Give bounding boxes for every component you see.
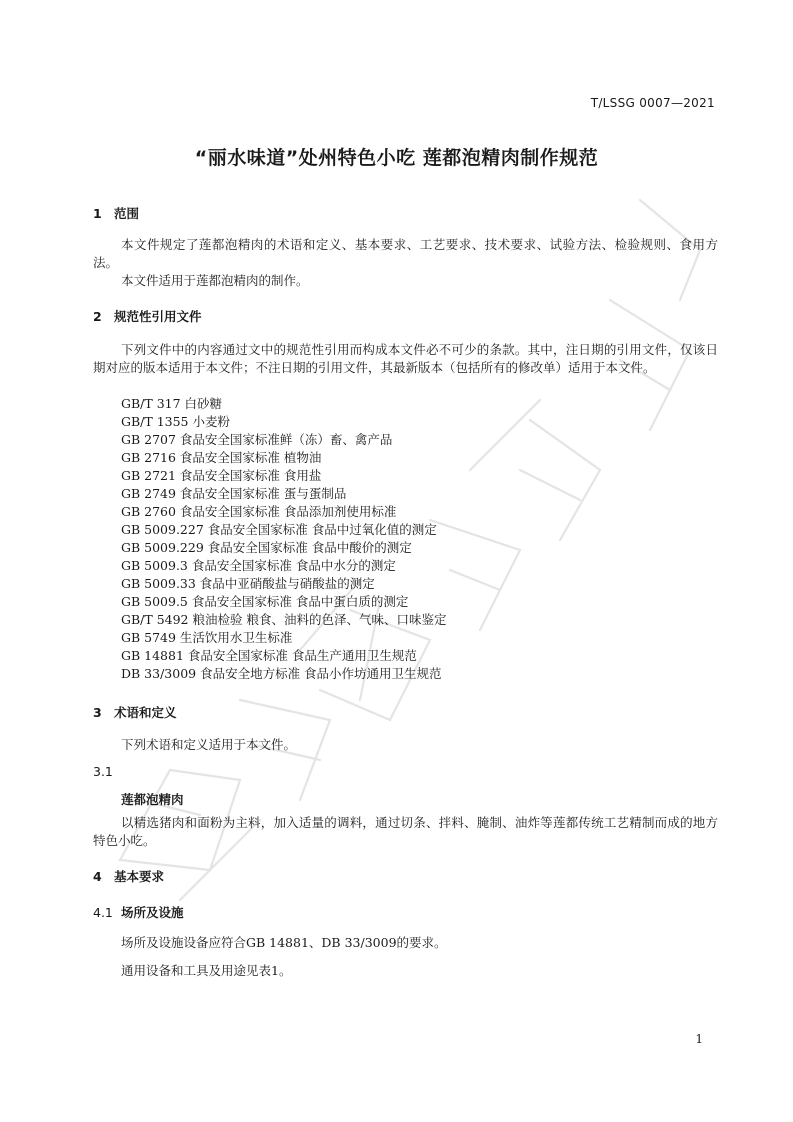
- section-number: 4: [93, 869, 102, 884]
- document-code: T/LSSG 0007—2021: [590, 96, 715, 110]
- section-3-heading: [93, 703, 177, 721]
- reference-item: GB 5009.5 食品安全国家标准 食品中蛋白质的测定: [121, 594, 409, 609]
- page-number: 1: [695, 1032, 703, 1046]
- reference-item: GB/T 317 白砂糖: [121, 396, 223, 411]
- subsection-4-1-heading: [93, 903, 184, 921]
- section-title: 术语和定义: [114, 705, 177, 720]
- reference-item: GB 14881 食品安全国家标准 食品生产通用卫生规范: [121, 648, 417, 663]
- reference-item: GB/T 5492 粮油检验 粮食、油料的色泽、气味、口味鉴定: [121, 612, 447, 627]
- term-definition: 以精选猪肉和面粉为主料，加入适量的调料，通过切条、拌料、腌制、油炸等莲都传统工艺精制而成的地方特色小吃。: [93, 815, 718, 848]
- section-1-paragraph-1: 本文件规定了莲都泡精肉的术语和定义、基本要求、工艺要求、技术要求、试验方法、检验规则、食用方法。: [93, 237, 718, 270]
- section-number: 3: [93, 705, 102, 720]
- section-3-intro: 下列术语和定义适用于本文件。: [121, 737, 297, 752]
- section-number: 1: [93, 206, 102, 221]
- reference-item: GB 2721 食品安全国家标准 食用盐: [121, 468, 322, 483]
- subsection-4-1-paragraph-2: 通用设备和工具及用途见表1。: [121, 963, 292, 978]
- reference-item: GB 5009.229 食品安全国家标准 食品中酸价的测定: [121, 540, 412, 555]
- section-1-heading: [93, 204, 139, 222]
- reference-item: GB 2760 食品安全国家标准 食品添加剂使用标准: [121, 504, 397, 519]
- term-number: 3.1: [93, 764, 113, 779]
- section-title: 范围: [114, 206, 140, 221]
- reference-item: GB/T 1355 小麦粉: [121, 414, 230, 429]
- document-title: “丽水味道”处州特色小吃 莲都泡精肉制作规范: [194, 147, 599, 169]
- reference-item: GB 2716 食品安全国家标准 植物油: [121, 450, 322, 465]
- term-name: 莲都泡精肉: [121, 792, 184, 807]
- reference-item: DB 33/3009 食品安全地方标准 食品小作坊通用卫生规范: [121, 666, 442, 681]
- section-4-heading: [93, 867, 164, 885]
- reference-item: GB 5009.33 食品中亚硝酸盐与硝酸盐的测定: [121, 576, 375, 591]
- section-1-paragraph-2: 本文件适用于莲都泡精肉的制作。: [121, 273, 309, 288]
- subsection-number: 4.1: [93, 905, 113, 920]
- section-title: 规范性引用文件: [114, 309, 202, 324]
- reference-item: GB 5009.227 食品安全国家标准 食品中过氧化值的测定: [121, 522, 437, 537]
- section-2-intro: 下列文件中的内容通过文中的规范性引用而构成本文件必不可少的条款。其中，注日期的引用文件，仅该日期对应的版本适用于本文件；不注日期的引用文件，其最新版本（包括所有的修改单）适用于本文件。: [93, 342, 718, 375]
- reference-item: GB 2749 食品安全国家标准 蛋与蛋制品: [121, 486, 347, 501]
- section-number: 2: [93, 309, 102, 324]
- section-2-heading: [93, 307, 202, 325]
- section-title: 基本要求: [114, 869, 165, 884]
- subsection-title: 场所及设施: [121, 905, 184, 920]
- reference-item: GB 2707 食品安全国家标准鲜（冻）畜、禽产品: [121, 432, 393, 447]
- subsection-4-1-paragraph-1: 场所及设施设备应符合GB 14881、DB 33/3009的要求。: [121, 935, 447, 950]
- reference-item: GB 5009.3 食品安全国家标准 食品中水分的测定: [121, 558, 396, 573]
- reference-item: GB 5749 生活饮用水卫生标准: [121, 630, 293, 645]
